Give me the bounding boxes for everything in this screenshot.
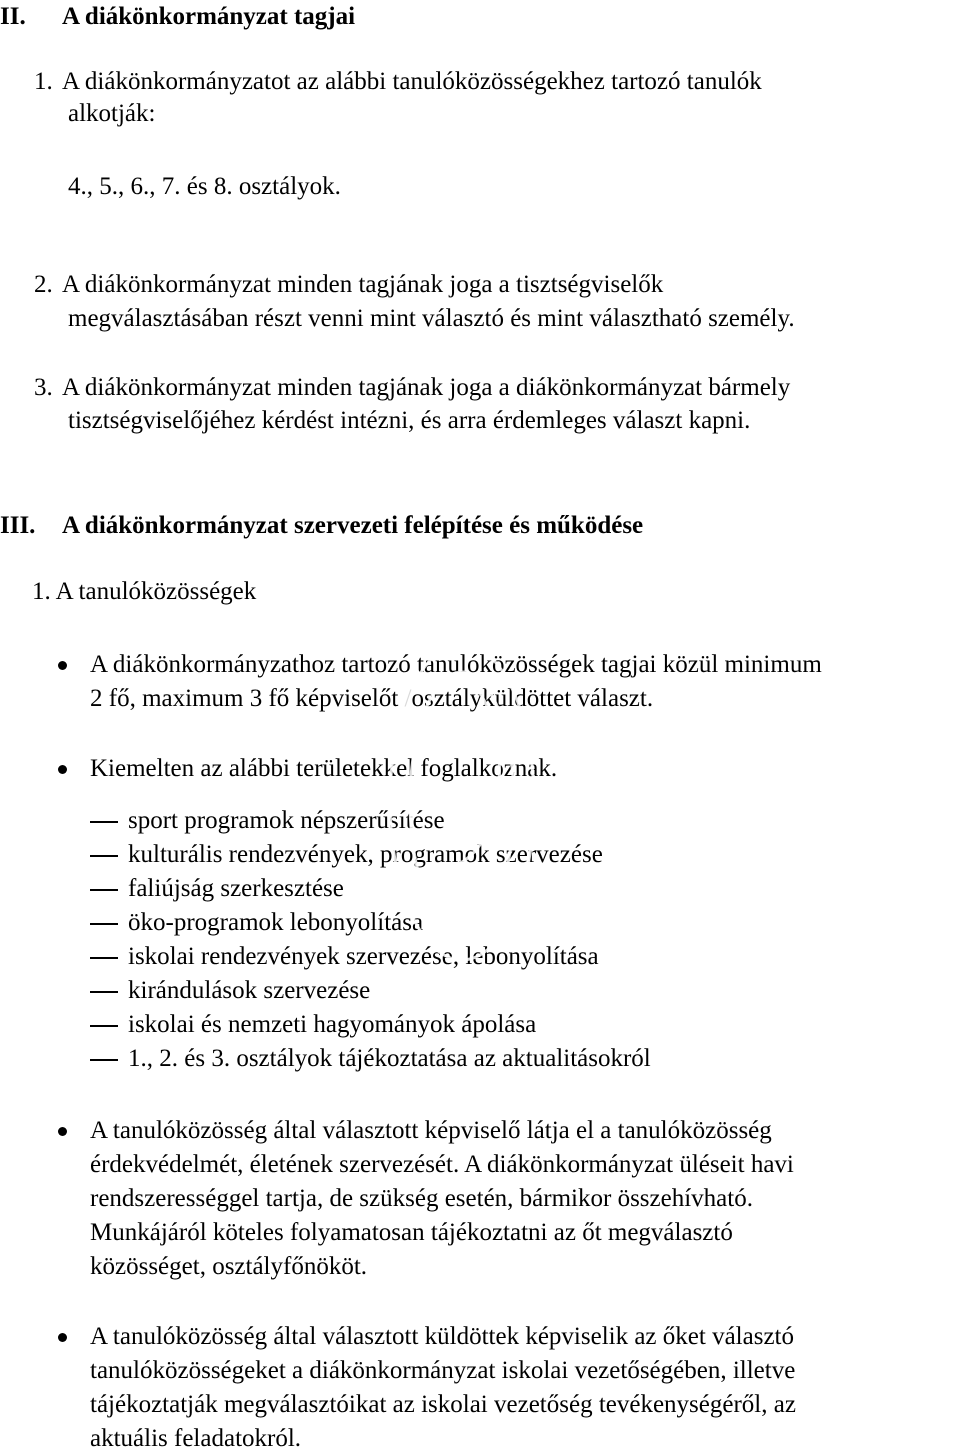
- item-3-line-1: A diákönkormányzat minden tagjának joga a diákönkormányzat bármely: [62, 374, 791, 401]
- item-2-line-2: megválasztásában részt venni mint választó és mint választható személy.: [68, 305, 795, 332]
- dash-item-8: 1., 2. és 3. osztályok tájékoztatása az aktualitásokról: [128, 1045, 651, 1072]
- bullet-4-line-3: tájékoztatják megválasztóikat az iskolai vezetőség tevékenységéről, az: [90, 1391, 796, 1418]
- dash-item-5: iskolai rendezvények szervezése, lebonyolítása: [128, 943, 599, 970]
- bullet-icon: [58, 661, 67, 670]
- bullet-3-line-3: rendszerességgel tartja, de szükség esetén, bármikor összehívható.: [90, 1185, 753, 1212]
- bullet-1-line-2: 2 fő, maximum 3 fő képviselőt /osztályküldöttet választ.: [90, 685, 654, 712]
- bullet-4-line-4: aktuális feladatokról.: [90, 1425, 302, 1452]
- dash-icon: [90, 889, 118, 891]
- item-3-line-2: tisztségviselőjéhez kérdést intézni, és arra érdemleges választ kapni.: [68, 407, 751, 434]
- item-1-sub: 4., 5., 6., 7. és 8. osztályok.: [68, 173, 341, 200]
- bullet-2-line-1: Kiemelten az alábbi területekkel foglalkoznak.: [90, 755, 558, 782]
- dash-item-7: iskolai és nemzeti hagyományok ápolása: [128, 1011, 537, 1038]
- section-ii-number: II.: [0, 3, 26, 30]
- dash-item-2: kulturális rendezvények, programok szervezése: [128, 841, 603, 868]
- dash-icon: [90, 923, 118, 925]
- bullet-4-line-2: tanulóközösségeket a diákönkormányzat iskolai vezetőségében, illetve: [90, 1357, 796, 1384]
- dash-icon: [90, 991, 118, 993]
- item-2-line-1: A diákönkormányzat minden tagjának joga a tisztségviselők: [62, 271, 664, 298]
- item-1-number: 1.: [34, 68, 53, 95]
- section-iii-title: A diákönkormányzat szervezeti felépítése és működése: [62, 512, 644, 539]
- bullet-1-line-1: A diákönkormányzathoz tartozó tanulóközösségek tagjai közül minimum: [90, 651, 822, 678]
- dash-item-3: faliújság szerkesztése: [128, 875, 344, 902]
- bullet-icon: [58, 1333, 67, 1342]
- dash-icon: [90, 821, 118, 823]
- bullet-3-line-4: Munkájáról köteles folyamatosan tájékoztatni az őt megválasztó: [90, 1219, 733, 1246]
- item-1-line-1: A diákönkormányzatot az alábbi tanulóközösségekhez tartozó tanulók: [62, 68, 762, 95]
- bullet-icon: [58, 1127, 67, 1136]
- bullet-3-line-1: A tanulóközösség által választott képviselő látja el a tanulóközösség: [90, 1117, 772, 1144]
- bullet-4-line-1: A tanulóközösség által választott küldöttek képviselik az őket választó: [90, 1323, 794, 1350]
- dash-icon: [90, 1059, 118, 1061]
- bullet-icon: [58, 765, 67, 774]
- bullet-3-line-2: érdekvédelmét, életének szervezését. A diákönkormányzat üléseit havi: [90, 1151, 794, 1178]
- dash-item-1: sport programok népszerűsítése: [128, 807, 445, 834]
- section-ii-title: A diákönkormányzat tagjai: [62, 3, 356, 30]
- dash-icon: [90, 957, 118, 959]
- subheading-tanulokozossegek: 1. A tanulóközösségek: [32, 578, 257, 605]
- bullet-3-line-5: közösséget, osztályfőnököt.: [90, 1253, 368, 1280]
- section-iii-number: III.: [0, 512, 36, 539]
- item-1-line-2: alkotják:: [68, 100, 156, 127]
- dash-item-6: kirándulások szervezése: [128, 977, 371, 1004]
- item-3-number: 3.: [34, 374, 53, 401]
- dash-icon: [90, 855, 118, 857]
- dash-item-4: öko-programok lebonyolítása: [128, 909, 424, 936]
- item-2-number: 2.: [34, 271, 53, 298]
- dash-icon: [90, 1025, 118, 1027]
